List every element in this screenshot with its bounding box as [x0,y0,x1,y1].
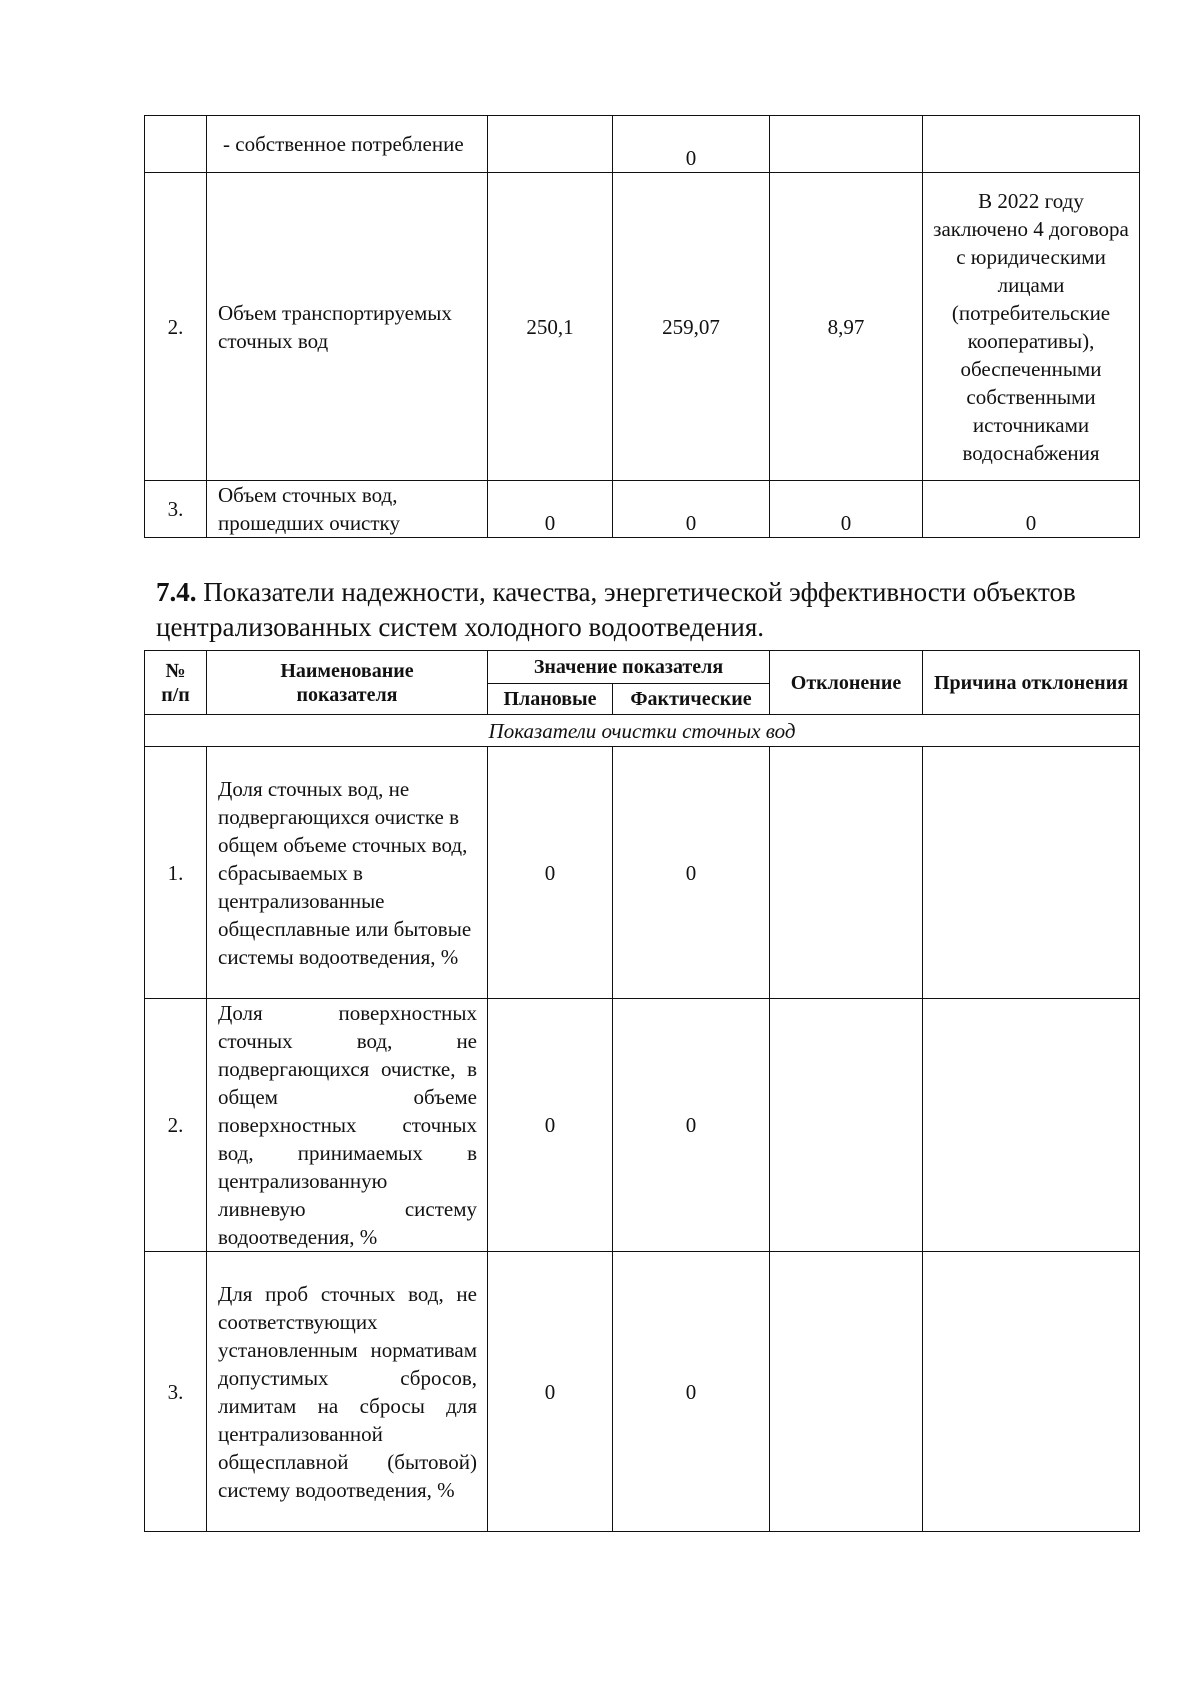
header-planned: Плановые [488,684,613,715]
indicator-name: Объем сточных вод, прошедших очистку [207,481,488,538]
deviation-value [770,1252,923,1532]
planned-value: 0 [488,481,613,538]
deviation-reason [923,999,1140,1252]
row-number [145,116,207,173]
header-value-group: Значение показателя [488,651,770,684]
deviation-reason [923,747,1140,999]
planned-value: 0 [488,1252,613,1532]
indicator-name: - собственное потребление [207,116,488,173]
indicators-table [144,650,1140,1532]
section-label: Показатели очистки сточных вод [145,715,1140,747]
deviation-reason: В 2022 году заключено 4 договора с юридическими лицами (потребительские кооперативы), обеспеченными собственными источниками водоснабжения [923,173,1140,481]
section-number: 7.4. [156,577,197,607]
row-number: 3. [145,481,207,538]
indicator-name: Объем транспортируемых сточных вод [207,173,488,481]
indicator-name: Доля поверхностных сточных вод, не подвергающихся очистке, в общем объеме поверхностных сточных вод, принимаемых в централизованную ливневую систему водоотведения, % [207,999,488,1252]
planned-value: 0 [488,747,613,999]
header-number: № п/п [145,651,207,715]
indicator-name: Доля сточных вод, не подвергающихся очистке в общем объеме сточных вод, сбрасываемых в централизованные общесплавные или бытовые системы водоотведения, % [207,747,488,999]
deviation-value [770,116,923,173]
deviation-value: 8,97 [770,173,923,481]
table-header-row [145,651,1140,684]
actual-value: 0 [613,481,770,538]
deviation-value [770,999,923,1252]
actual-value: 259,07 [613,173,770,481]
table-row [145,999,1140,1252]
table-row [145,1252,1140,1532]
table-row [145,747,1140,999]
top-table [144,115,1140,538]
table-row [145,173,1140,481]
deviation-reason [923,1252,1140,1532]
actual-value: 0 [613,1252,770,1532]
row-number: 2. [145,999,207,1252]
table-row [145,116,1140,173]
deviation-value: 0 [770,481,923,538]
actual-value: 0 [613,116,770,173]
section-title: Показатели надежности, качества, энергетической эффективности объектов централизованных систем холодного водоотведения. [156,577,1076,642]
deviation-value [770,747,923,999]
planned-value [488,116,613,173]
actual-value: 0 [613,999,770,1252]
header-name: Наименование показателя [207,651,488,715]
actual-value: 0 [613,747,770,999]
table-row [145,481,1140,538]
header-actual: Фактические [613,684,770,715]
header-reason: Причина отклонения [923,651,1140,715]
section-heading [156,575,1141,645]
deviation-reason: 0 [923,481,1140,538]
row-number: 3. [145,1252,207,1532]
deviation-reason [923,116,1140,173]
row-number: 1. [145,747,207,999]
planned-value: 250,1 [488,173,613,481]
row-number: 2. [145,173,207,481]
planned-value: 0 [488,999,613,1252]
table-section-row [145,715,1140,747]
header-deviation: Отклонение [770,651,923,715]
indicator-name: Для проб сточных вод, не соответствующих установленным нормативам допустимых сбросов, лимитам на сбросы для централизованной общесплавной (бытовой) систему водоотведения, % [207,1252,488,1532]
